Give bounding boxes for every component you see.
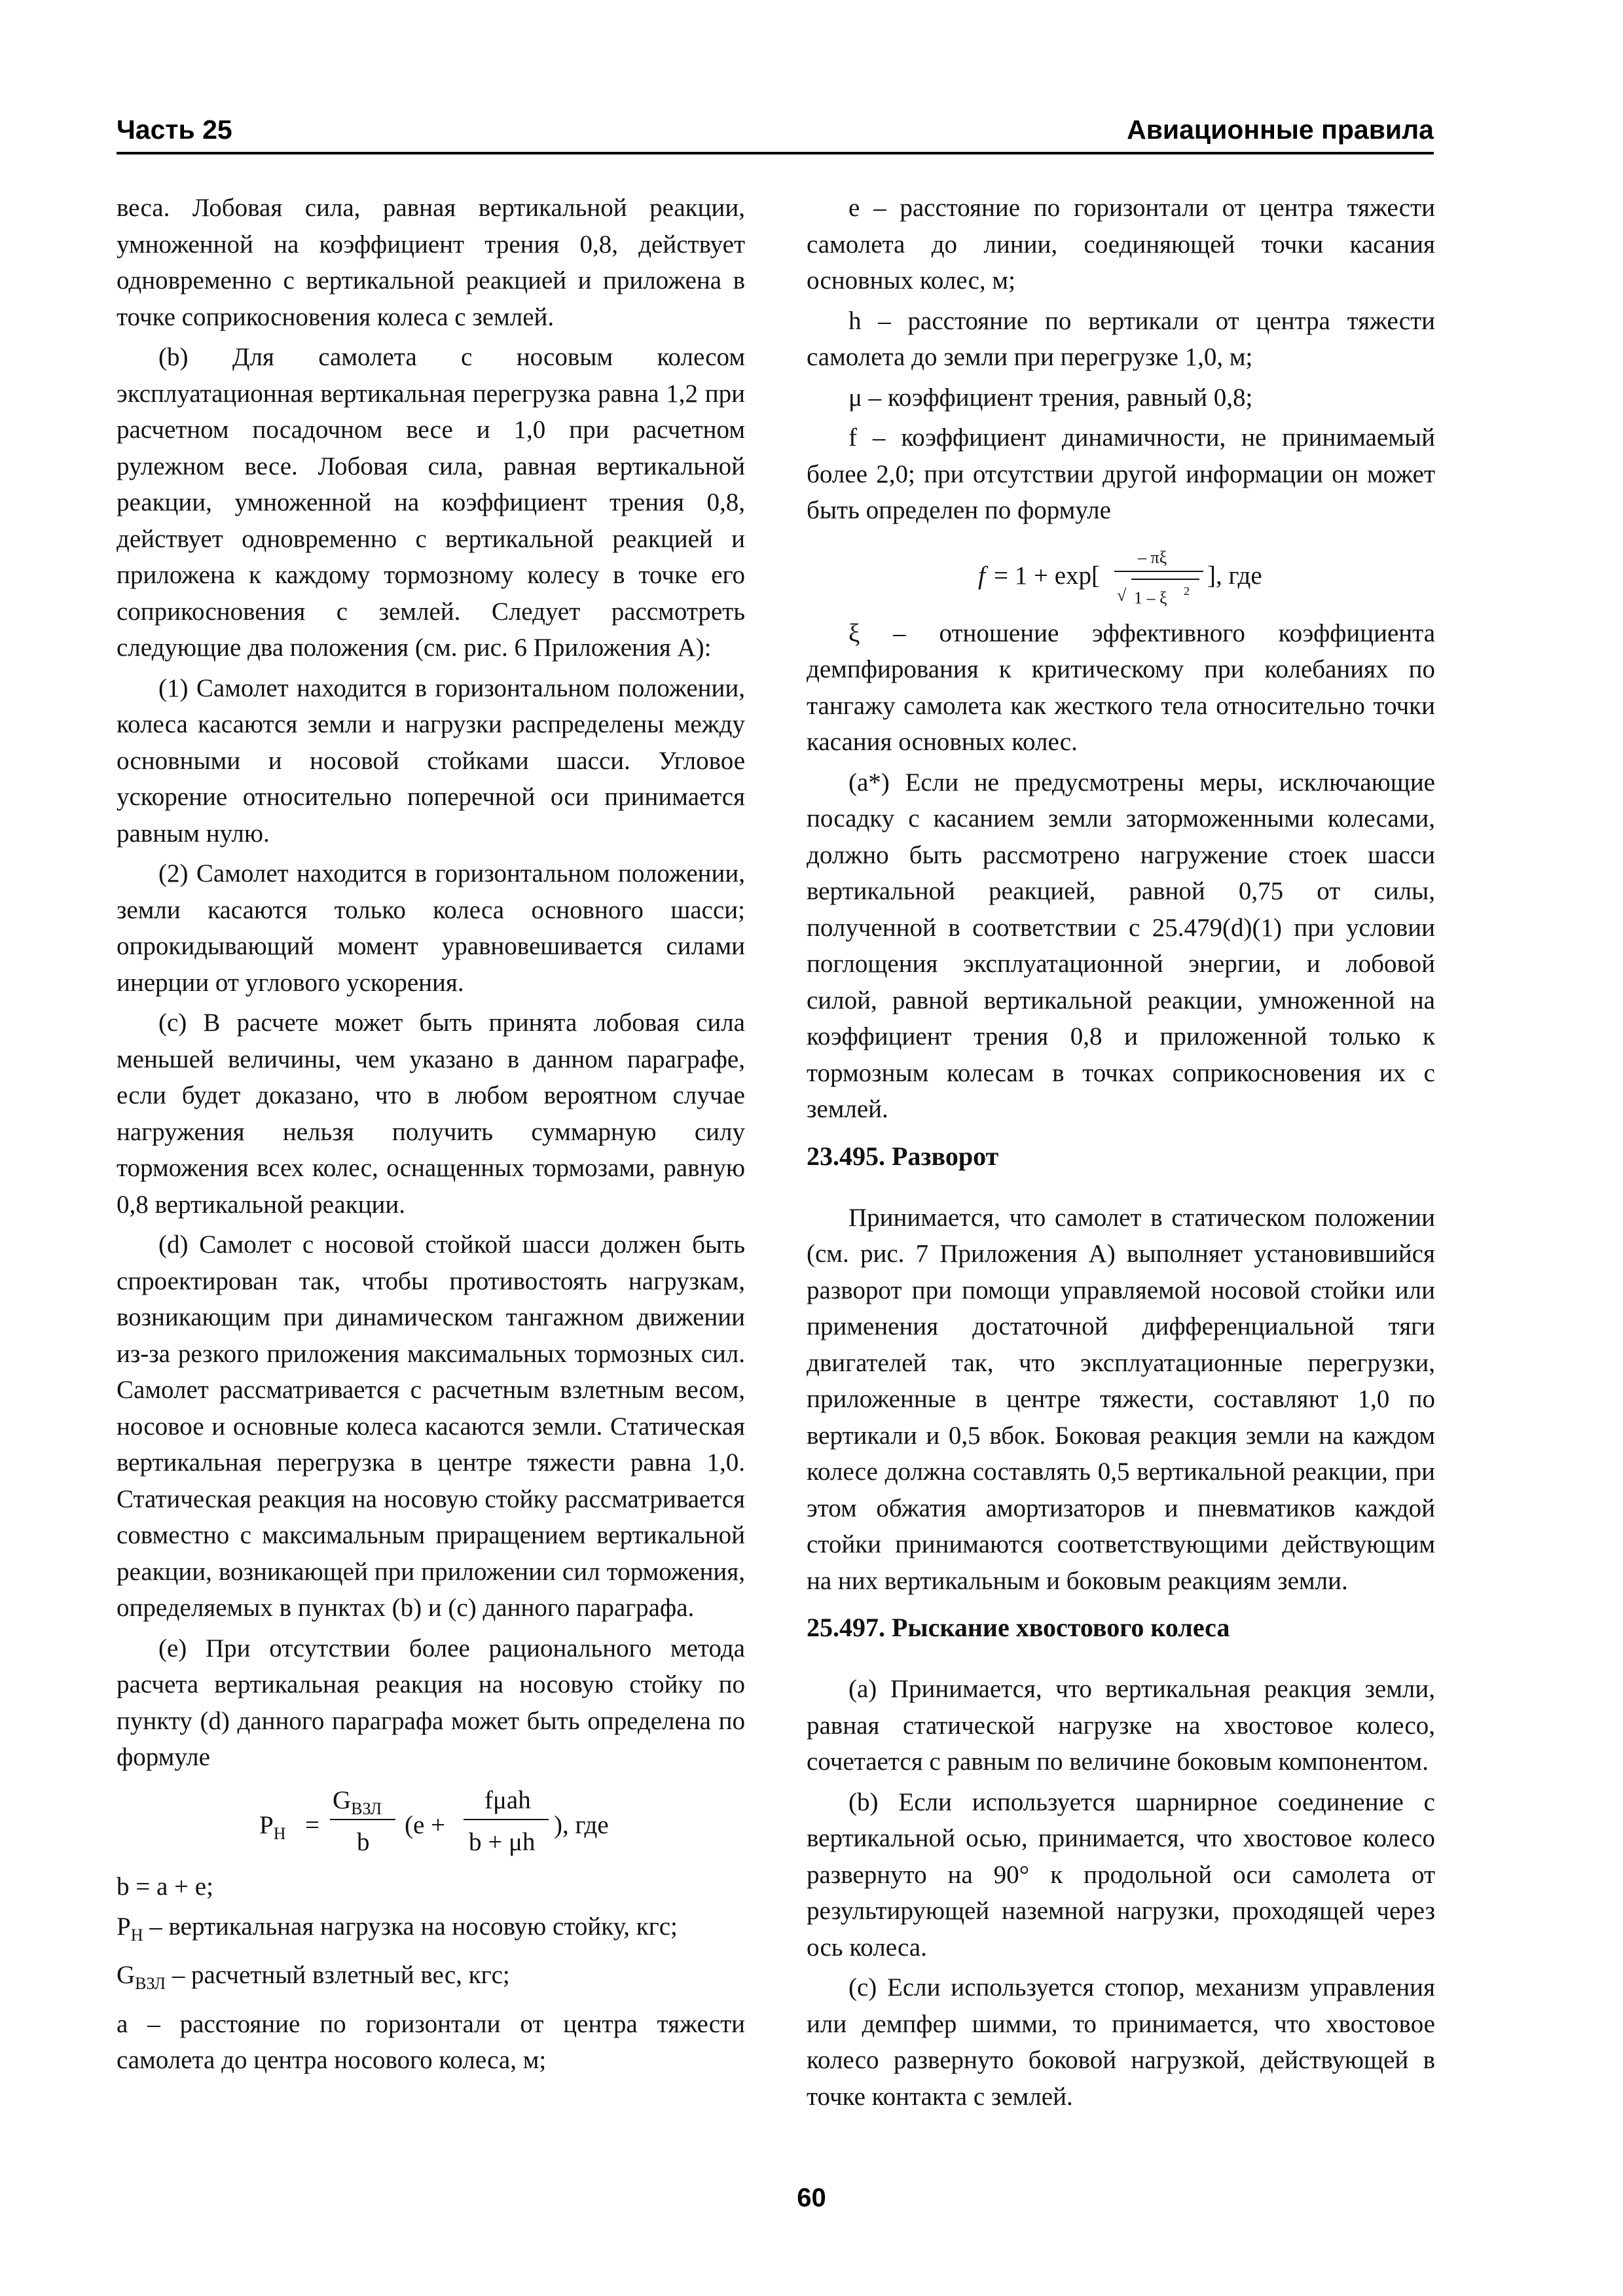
paragraph-b1: (1) Самолет находится в горизонтальном положении, колеса касаются земли и нагрузки распределены между основными и носовой стойками шасси. Угловое ускорение относительно поперечной оси принимается равным нулю.	[117, 673, 745, 848]
formula-num1: $G_{ВЗЛ}$	[333, 1785, 382, 1818]
definition-mu: μ – коэффициент трения, равный 0,8;	[848, 383, 1253, 412]
formula-lhs: $Р_Н$	[259, 1810, 286, 1843]
definition-a: a – расстояние по горизонтали от центра тяжести самолета до центра носового колеса, м;	[117, 2009, 745, 2075]
fraction-bar-1	[330, 1819, 395, 1820]
definition-h: h – расстояние по вертикали от центра тяжести самолета до земли при перегрузке 1,0, м;	[807, 306, 1435, 371]
definition-b: b = a + e;	[117, 1872, 213, 1901]
section-heading-497: 25.497. Рыскание хвостового колеса	[807, 1613, 1230, 1642]
definition-p: $Р_Н$ – вертикальная нагрузка на носовую стойку, кгс;	[117, 1912, 678, 1945]
paragraph-a-star: (a*) Если не предусмотрены меры, исключающие посадку с касанием земли заторможенными колесами, должно быть рассмотрено нагружение стоек шасси вертикальной реакцией, равной 0,75 от силы, полученной в соответствии с 25.479(d)(1) при условии поглощения эксплуатационной энергии, и лобовой силой, равной вертикальной реакции, умноженной на коэффициент трения 0,8 и приложенной только к тормозным колесам в точках соприкосновения их с землей.	[807, 768, 1435, 1123]
paragraph-497b: (b) Если используется шарнирное соединение с вертикальной осью, принимается, что хвостовое колесо развернуто на 90° к продольной оси самолета от результирующей наземной нагрузки, проходящей через ось колеса.	[807, 1787, 1435, 1962]
header-part: Часть 25	[117, 115, 232, 145]
formula2-num: – πξ	[1138, 547, 1167, 567]
paragraph-495: Принимается, что самолет в статическом положении (см. рис. 7 Приложения А) выполняет установившийся разворот при помощи управляемой носовой стойки или применения достаточной дифференциальной тяги двигателей так, что эксплуатационные перегрузки, приложенные в центре тяжести, составляют 1,0 по вертикали и 0,5 вбок. Боковая реакция земли на каждом колесе должна составлять 0,5 вертикальной реакции, при этом обжатия амортизаторов и пневматиков каждой стойки принимаются соответствующими действующим на них вертикальным и боковым реакциям земли.	[807, 1203, 1435, 1595]
paragraph-b2: (2) Самолет находится в горизонтальном положении, земли касаются только колеса основного шасси; опрокидывающий момент уравновешивается силами инерции от углового ускорения.	[117, 859, 745, 997]
formula-num2: fμah	[484, 1785, 531, 1814]
definition-g: $G_{ВЗЛ}$ – расчетный взлетный вес, кгс;	[117, 1961, 510, 1994]
left-column	[117, 190, 745, 2083]
header-rule	[117, 152, 1434, 154]
section-heading-495: 23.495. Разворот	[807, 1141, 999, 1171]
paragraph-497c: (c) Если используется стопор, механизм управления или демпфер шимми, то принимается, что хвостовое колесо развернуто боковой нагрузкой, действующей в точке контакта с землей.	[807, 1973, 1435, 2111]
definition-e: e – расстояние по горизонтали от центра тяжести самолета до линии, соединяющей точки касания основных колес, м;	[807, 194, 1435, 295]
sqrt-sign: √	[1117, 585, 1127, 605]
formula-den2: b + μh	[469, 1827, 536, 1856]
formula2-den-exp: 2	[1184, 584, 1190, 598]
definition-xi: ξ – отношение эффективного коэффициента демпфирования к критическому при колебаниях по тангажу самолета как жесткого тела относительно точки касания основных колес.	[807, 619, 1435, 756]
paragraph-e: (e) При отсутствии более рационального метода расчета вертикальная реакция на носовую стойку по пункту (d) данного параграфа может быть определена по формуле	[117, 1634, 745, 1771]
formula-dynamic-factor	[807, 534, 1435, 613]
formula2-eq: = 1 + exp[	[994, 561, 1101, 590]
definition-f: f – коэффициент динамичности, не принимаемый более 2,0; при отсутствии другой информации он может быть определен по формуле	[807, 423, 1435, 524]
formula2-tail: ], где	[1207, 561, 1262, 590]
formula-tail: ), где	[554, 1810, 609, 1839]
header-title: Авиационные правила	[1127, 115, 1434, 145]
right-column	[807, 190, 1435, 2119]
formula-eq: =	[305, 1810, 319, 1839]
paragraph-d: (d) Самолет с носовой стойкой шасси должен быть спроектирован так, чтобы противостоять нагрузкам, возникающим при динамическом тангажном движении из-за резкого приложения максимальных тормозных сил. Самолет рассматривается с расчетным взлетным весом, носовое и основные колеса касаются земли. Статическая вертикальная перегрузка в центре тяжести равна 1,0. Статическая реакция на носовую стойку рассматривается совместно с максимальным приращением вертикальной реакции, возникающей при приложении сил торможения, определяемых в пунктах (b) и (c) данного параграфа.	[117, 1230, 745, 1622]
fraction-bar-3	[1114, 571, 1203, 572]
formula-den1: b	[357, 1827, 370, 1856]
fraction-bar-2	[464, 1819, 549, 1820]
formula-mid: (e +	[405, 1810, 446, 1839]
formula-nose-load	[117, 1781, 745, 1866]
paragraph-c: (c) В расчете может быть принята лобовая сила меньшей величины, чем указано в данном параграфе, если будет доказано, что в любом вероятном случае нагружения нельзя получить суммарную силу торможения всех колес, оснащенных тормозами, равную 0,8 вертикальной реакции.	[117, 1009, 745, 1219]
paragraph-497a: (a) Принимается, что вертикальная реакция земли, равная статической нагрузке на хвостовое колесо, сочетается с равным по величине боковым компонентом.	[807, 1675, 1435, 1776]
running-header	[117, 110, 1434, 151]
formula2-den: 1 – ξ	[1134, 588, 1167, 607]
paragraph-continuation: веса. Лобовая сила, равная вертикальной реакции, умноженной на коэффициент трения 0,8, действует одновременно с вертикальной реакцией и приложена в точке соприкосновения колеса с землей.	[117, 194, 745, 331]
formula2-lhs: f	[978, 561, 985, 590]
paragraph-b: (b) Для самолета с носовым колесом эксплуатационная вертикальная перегрузка равна 1,2 при расчетном посадочном весе и 1,0 при расчетном рулежном весе. Лобовая сила, равная вертикальной реакции, умноженной на коэффициент трения 0,8, действует одновременно с вертикальной реакцией и приложена к каждому тормозному колесу в точке его соприкосновения с землей. Следует рассмотреть следующие два положения (см. рис. 6 Приложения А):	[117, 343, 745, 662]
page-number: 60	[797, 2183, 826, 2212]
